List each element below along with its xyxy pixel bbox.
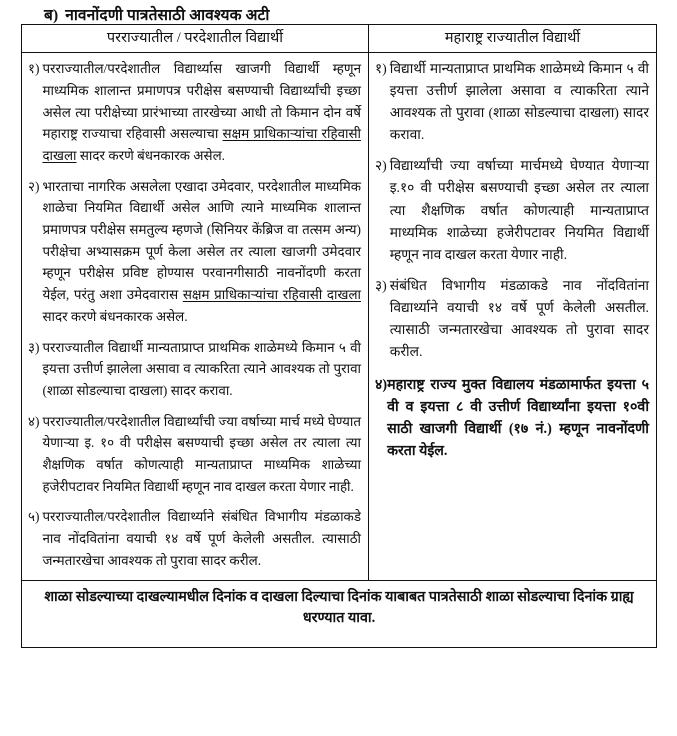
condition-text-lead: परराज्यातील/परदेशातील विद्यार्थ्यांची ज्या वर्षाच्या मार्च मध्ये घेण्यात येणाऱ्या इ. १० वी परीक्षेस बसण्याची इच्छा असेल तर त्याला त्या शैक्षणिक वर्षात कोणत्याही मान्यताप्राप्त माध्यमिक शाळेच्या हजेरीपटावर नियमित विद्यार्थी म्हणून नाव दाखल करता येणार नाही. bbox=[42, 413, 361, 494]
condition-item bbox=[28, 411, 361, 498]
condition-number: १) bbox=[28, 61, 40, 77]
footer-row bbox=[22, 580, 657, 648]
condition-item bbox=[375, 275, 649, 363]
condition-text-lead: संबंधित विभागीय मंडळाकडे नाव नोंदवितांना विद्यार्थ्याने वयाची १४ वर्षे पूर्ण केलेली असतील. त्यासाठी जन्मतारखेचा आवश्यक तो पुरावा सादर करील. bbox=[389, 277, 649, 359]
condition-item bbox=[375, 155, 649, 265]
cell-footer-note bbox=[22, 580, 657, 648]
condition-text-lead: विद्यार्थ्यांची ज्या वर्षाच्या मार्चमध्ये घेण्यात येणाऱ्या इ.१० वी परीक्षेस बसण्याची इच्छा असेल तर त्याला त्या शैक्षणिक वर्षात कोणत्याही मान्यताप्राप्त माध्यमिक शाळेच्या हजेरीपटावर नियमित विद्यार्थी म्हणून नाव दाखल करता येणार नाही. bbox=[389, 158, 649, 262]
condition-text bbox=[42, 58, 361, 167]
condition-number: २) bbox=[28, 178, 40, 194]
eligibility-table-wrapper bbox=[21, 24, 656, 648]
condition-item bbox=[375, 374, 649, 462]
condition-text bbox=[387, 374, 649, 462]
condition-list-out-of-state bbox=[28, 58, 361, 571]
condition-text bbox=[390, 275, 649, 363]
condition-item bbox=[28, 337, 361, 402]
condition-text-lead: परराज्यातील/परदेशातील विद्यार्थ्यास खाजगी विद्यार्थी म्हणून माध्यमिक शालान्त प्रमाणपत्र परीक्षेस बसण्याची विद्यार्थ्यांची इच्छा असेल त्या परीक्षेच्या प्रारंभाच्या तारखेच्या आधी तो किमान दोन वर्षे महाराष्ट्र राज्याचा रहिवासी असल्याचा bbox=[42, 61, 361, 142]
condition-text bbox=[390, 155, 649, 265]
header-row bbox=[22, 25, 657, 53]
condition-item bbox=[28, 506, 361, 571]
cell-out-of-state-conditions bbox=[22, 53, 369, 580]
condition-text-lead: भारताचा नागरिक असलेला एखादा उमेदवार, परदेशातील माध्यमिक शाळेचा नियमित विद्यार्थी असेल आणि त्याने माध्यमिक शालान्त प्रमाणपत्र परीक्षेस समतुल्य म्हणजे (सिनियर केंब्रिज वा तत्सम अन्य) परीक्षेचा अभ्यासक्रम पूर्ण केला असेल तर त्याला खाजगी उमेदवार म्हणून परीक्षेस प्रविष्ट होण्यास परवानगीसाठी नावनोंदणी करता येईल, परंतु अशा उमेदवारास bbox=[42, 178, 361, 303]
heading-label: ब) bbox=[44, 7, 59, 24]
cell-maharashtra-conditions bbox=[369, 53, 657, 580]
condition-text bbox=[390, 58, 649, 146]
table-body bbox=[22, 53, 657, 648]
condition-item bbox=[28, 58, 361, 167]
condition-text bbox=[42, 506, 361, 571]
content-row bbox=[22, 53, 657, 580]
table-header bbox=[22, 25, 657, 53]
column-header-maharashtra: महाराष्ट्र राज्यातील विद्यार्थी bbox=[369, 25, 657, 53]
condition-text-tail: सादर करणे बंधनकारक असेल. bbox=[42, 308, 188, 324]
condition-number: २) bbox=[375, 158, 387, 174]
condition-number: ४) bbox=[28, 413, 40, 429]
condition-number: ३) bbox=[28, 339, 40, 355]
heading-title: नावनोंदणी पात्रतेसाठी आवश्यक अटी bbox=[65, 3, 269, 26]
condition-text-tail: सादर करणे बंधनकारक असेल. bbox=[76, 147, 226, 163]
condition-text-underlined: सक्षम प्राधिकाऱ्यांचा रहिवासी दाखला bbox=[42, 126, 362, 163]
condition-text-lead: परराज्यातील/परदेशातील विद्यार्थ्याने संबंधित विभागीय मंडळाकडे नाव नोंदवितांना वयाची १४ वर्षे पूर्ण केलेली असतील. त्यासाठी जन्मतारखेचा आवश्यक तो पुरावा सादर करील. bbox=[42, 509, 361, 568]
condition-text-lead: परराज्यातील विद्यार्थी मान्यताप्राप्त प्राथमिक शाळेमध्ये किमान ५ वी इयत्ता उत्तीर्ण झालेला असावा व त्याकरिता त्याने आवश्यक तो पुरावा (शाळा सोडल्याचा दाखला) सादर करावा. bbox=[42, 339, 361, 398]
condition-number: ४) bbox=[375, 376, 388, 393]
column-header-out-of-state: परराज्यातील / परदेशातील विद्यार्थी bbox=[22, 25, 369, 53]
heading-inline bbox=[44, 3, 269, 26]
condition-text-lead: विद्यार्थी मान्यताप्राप्त प्राथमिक शाळेमध्ये किमान ५ वी इयत्ता उत्तीर्ण झालेला असावा व त्याकरिता त्याने आवश्यक तो पुरावा (शाळा सोडल्याचा दाखला) सादर करावा. bbox=[389, 61, 649, 143]
condition-number: ३) bbox=[375, 277, 387, 293]
condition-item bbox=[375, 58, 649, 146]
condition-list-maharashtra bbox=[375, 58, 649, 462]
condition-number: ५) bbox=[28, 509, 40, 525]
eligibility-table bbox=[21, 24, 657, 648]
condition-number: १) bbox=[375, 61, 387, 77]
condition-text bbox=[42, 176, 361, 328]
condition-text bbox=[42, 411, 361, 498]
condition-text-underlined: सक्षम प्राधिकाऱ्यांचा रहिवासी दाखला bbox=[182, 287, 361, 303]
condition-text-lead: महाराष्ट्र राज्य मुक्त विद्यालय मंडळामार्फत इयत्ता ५ वी व इयत्ता ८ वी उत्तीर्ण विद्यार्थ्यांना इयत्ता १०वी साठी खाजगी विद्यार्थी (१७ नं.) म्हणून नावनोंदणी करता येईल. bbox=[387, 376, 649, 459]
condition-text bbox=[42, 337, 361, 402]
condition-item bbox=[28, 176, 361, 328]
footer-note-text: शाळा सोडल्याच्या दाखल्यामधील दिनांक व दाखला दिल्याचा दिनांक याबाबत पात्रतेसाठी शाळा सोडल्याचा दिनांक ग्राह्य धरण्यात यावा. bbox=[44, 588, 634, 627]
